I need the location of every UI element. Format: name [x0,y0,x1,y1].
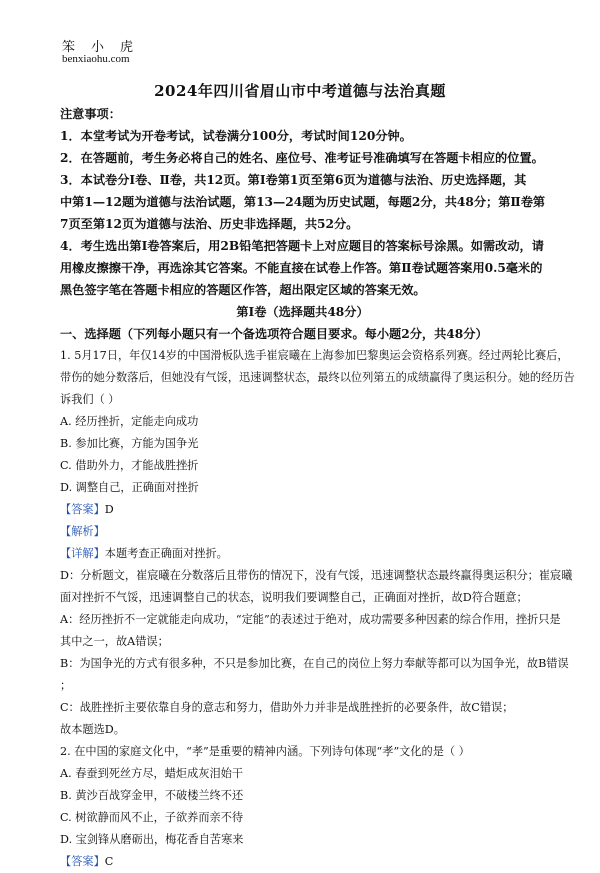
notes-line: 中第1—12题为道德与法治试题，第13—24题为历史试题，每题2分，共48分；第Ⅱ卷第 [60,195,546,209]
explanation-line: D：分析题文，崔宸曦在分数落后且带伤的情况下，没有气馁，迅速调整状态最终赢得奥运积分；崔宸曦 [60,569,573,582]
explanation-line: B：为国争光的方式有很多种，不只是参加比赛，在自己的岗位上努力奉献等都可以为国争光，故B错误 [60,657,569,670]
notes-line: 4．考生选出第Ⅰ卷答案后，用2B铅笔把答题卡上对应题目的答案标号涂黑。如需改动，请 [60,239,544,253]
answer-tag: 【答案】 [60,855,105,868]
answer-line [60,499,545,521]
answer-tag: 【答案】 [60,503,105,516]
section-subtitle: 一、选择题（下列每小题只有一个备选项符合题目要求。每小题2分，共48分） [60,327,488,341]
option-a: A. 经历挫折，定能走向成功 [60,415,199,428]
question-stem: 带伤的她分数落后，但她没有气馁，迅速调整状态，最终以位列第五的成绩赢得了奥运积分。她的经历告 [60,371,575,384]
option-a: A. 春蚕到死丝方尽，蜡炬成灰泪始干 [60,767,244,780]
watermark-url: benxiaohu.com [62,53,130,65]
option-d: D. 调整自己，正确面对挫折 [60,481,199,494]
answer-line [60,851,545,873]
detail-line [60,543,545,565]
notes-line: 1．本堂考试为开卷考试，试卷满分100分，考试时间120分钟。 [60,129,412,143]
notes-line: 用橡皮擦擦干净，再选涂其它答案。不能直接在试卷上作答。第Ⅱ卷试题答案用0.5毫米的 [60,261,543,275]
option-c: C. 借助外力，才能战胜挫折 [60,459,199,472]
explanation-line: 面对挫折不气馁，迅速调整自己的状态，说明我们要调整自己，正确面对挫折，故D符合题意； [60,591,528,604]
explanation-line: C：战胜挫折主要依靠自身的意志和努力，借助外力并非是战胜挫折的必要条件，故C错误； [60,701,514,714]
explanation-line: ； [60,679,72,692]
explanation-line: A：经历挫折不一定就能走向成功，“定能”的表述过于绝对，成功需要多种因素的综合作用，挫折只是 [60,613,561,626]
section-title: 第Ⅰ卷（选择题共48分） [236,305,369,319]
analysis-tag: 【解析】 [60,525,105,538]
question-2 [60,741,545,873]
option-b: B. 黄沙百战穿金甲，不破楼兰终不还 [60,789,244,802]
question-stem: 2. 在中国的家庭文化中，“孝”是重要的精神内涵。下列诗句体现“孝”文化的是（ ） [60,745,470,758]
notes-line: 黑色签字笔在答题卡相应的答题区作答，超出限定区域的答案无效。 [60,283,426,297]
notes-line: 3．本试卷分Ⅰ卷、Ⅱ卷，共12页。第Ⅰ卷第1页至第6页为道德与法治、历史选择题，其 [60,173,527,187]
watermark-brand: 笨小虎 [62,40,150,55]
answer-value: D [104,503,114,516]
notes-line: 2．在答题前，考生务必将自己的姓名、座位号、准考证号准确填写在答题卡相应的位置。 [60,151,544,165]
document-title: 2024年四川省眉山市中考道德与法治真题 [154,82,446,100]
option-c: C. 树欲静而风不止，子欲养而亲不待 [60,811,244,824]
answer-value: C [104,855,114,868]
explanation-line: 故本题选D。 [60,723,125,736]
option-b: B. 参加比赛，方能为国争光 [60,437,199,450]
notes-heading: 注意事项： [60,107,121,121]
question-stem: 1. 5月17日，年仅14岁的中国滑板队选手崔宸曦在上海参加巴黎奥运会资格系列赛。经过两轮比赛后， [60,349,569,362]
option-d: D. 宝剑锋从磨砺出，梅花香自苦寒来 [60,833,244,846]
detail-tag: 【详解】 [60,547,105,560]
notes-line: 7页至第12页为道德与法治、历史非选择题，共52分。 [60,217,359,231]
explanation-line: 其中之一，故A错误； [60,635,169,648]
notes-section [60,103,545,345]
question-1 [60,345,575,741]
question-stem: 诉我们（ ） [60,393,120,406]
detail-text: 本题考查正确面对挫折。 [104,547,228,560]
analysis-line [60,521,545,543]
